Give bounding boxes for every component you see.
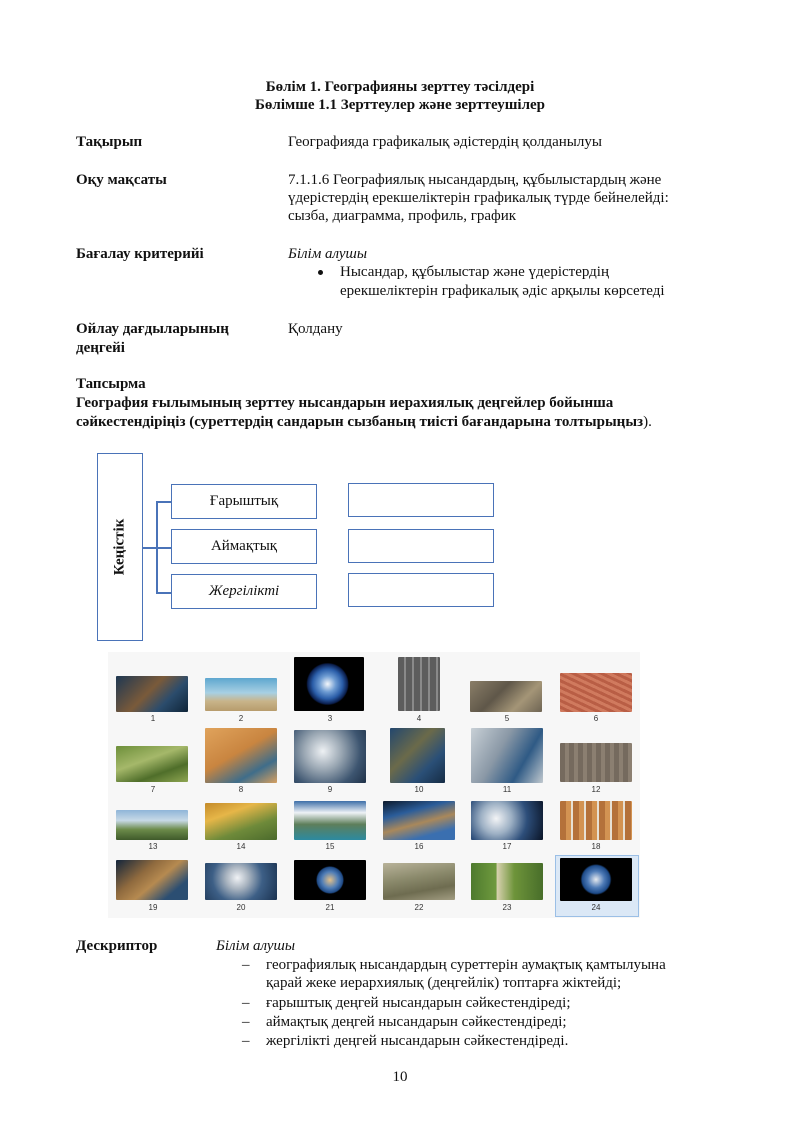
image-number: 4	[416, 714, 422, 723]
image-18[interactable]	[560, 801, 632, 840]
page-number: 10	[392, 1069, 408, 1085]
criteria-item-line-1: Нысандар, құбылыстар және үдерістердің	[340, 264, 610, 280]
connector-local	[156, 592, 171, 594]
image-12[interactable]	[560, 743, 632, 782]
image-number: 13	[148, 842, 158, 851]
answer-local-field[interactable]	[348, 573, 494, 607]
image-22[interactable]	[383, 863, 455, 900]
objective-label: Оқу мақсаты	[76, 172, 167, 188]
image-7[interactable]	[116, 746, 188, 782]
image-number: 24	[591, 903, 601, 912]
subsection-title: Бөлімше 1.1 Зерттеулер және зерттеушілер	[254, 97, 545, 113]
topic-value: Географияда графикалық әдістердің қолданылуы	[288, 134, 602, 150]
level-regional-box	[171, 529, 317, 564]
answer-regional-field[interactable]	[348, 529, 494, 563]
objective-line-3: сызба, диаграмма, профиль, график	[288, 208, 517, 224]
task-text-line-1: География ғылымының зерттеу нысандарын иерахиялық деңгейлер бойынша	[76, 395, 614, 411]
answer-cosmic-field[interactable]	[348, 483, 494, 517]
image-20[interactable]	[205, 863, 277, 900]
image-number: 23	[502, 903, 512, 912]
image-8[interactable]	[205, 728, 277, 783]
image-21[interactable]	[294, 860, 366, 900]
dash-icon: –	[242, 957, 250, 973]
image-3[interactable]	[294, 657, 364, 711]
image-number: 9	[327, 785, 333, 794]
connector-main	[143, 547, 157, 549]
task-text-line-2-bold: сәйкестендіріңіз (суреттердің сандарын сызбаның тиісті бағандарына толтырыңыз	[76, 414, 644, 430]
image-16[interactable]	[383, 801, 455, 840]
image-number: 20	[236, 903, 246, 912]
image-11[interactable]	[471, 728, 543, 783]
image-number: 18	[591, 842, 601, 851]
image-number: 10	[414, 785, 424, 794]
criteria-item-line-2: ерекшеліктерін графикалық әдіс арқылы көрсетеді	[340, 283, 665, 299]
level-local-box	[171, 574, 317, 609]
image-number: 3	[327, 714, 333, 723]
bullet-icon	[318, 270, 323, 275]
image-10[interactable]	[390, 728, 445, 783]
image-24[interactable]	[560, 858, 632, 901]
image-number: 21	[325, 903, 335, 912]
image-number: 17	[502, 842, 512, 851]
image-19[interactable]	[116, 860, 188, 900]
descriptor-item-2: ғарыштық деңгей нысандарын сәйкестендіреді;	[266, 995, 571, 1011]
image-number: 16	[414, 842, 424, 851]
image-number: 12	[591, 785, 601, 794]
image-number: 19	[148, 903, 158, 912]
descriptor-label: Дескриптор	[76, 938, 158, 954]
task-text-line-2	[76, 413, 652, 432]
image-number: 14	[236, 842, 246, 851]
image-2[interactable]	[205, 678, 277, 711]
image-4[interactable]	[398, 657, 440, 711]
image-number: 7	[150, 785, 156, 794]
criteria-label: Бағалау критерийі	[76, 246, 204, 262]
descriptor-item-4: жергілікті деңгей нысандарын сәйкестендіреді.	[266, 1033, 569, 1049]
image-14[interactable]	[205, 803, 277, 840]
connector-regional	[156, 547, 171, 549]
image-number: 6	[593, 714, 599, 723]
descriptor-learner: Білім алушы	[216, 938, 296, 954]
criteria-learner: Білім алушы	[288, 246, 368, 262]
image-5[interactable]	[470, 681, 542, 712]
image-number: 1	[150, 714, 156, 723]
image-number: 8	[238, 785, 244, 794]
level-cosmic-label: Ғарыштық	[209, 493, 279, 509]
space-label-box	[97, 453, 143, 641]
descriptor-item-3: аймақтық деңгей нысандарын сәйкестендіреді;	[266, 1014, 567, 1030]
thinking-value: Қолдану	[288, 321, 343, 337]
task-title: Тапсырма	[76, 376, 146, 392]
dash-icon: –	[242, 1014, 250, 1030]
image-17[interactable]	[471, 801, 543, 840]
image-number: 2	[238, 714, 244, 723]
objective-line-1: 7.1.1.6 Географиялық нысандардың, құбылыстардың және	[288, 172, 662, 188]
image-1[interactable]	[116, 676, 188, 712]
image-6[interactable]	[560, 673, 632, 712]
dash-icon: –	[242, 995, 250, 1011]
thinking-label-line-1: Ойлау дағдыларының	[76, 321, 229, 337]
image-15[interactable]	[294, 801, 366, 840]
image-number: 11	[502, 785, 512, 794]
task-text-line-2-end: ).	[643, 414, 652, 430]
image-number: 15	[325, 842, 335, 851]
topic-label: Тақырып	[76, 134, 143, 150]
descriptor-item-1-line-1: географиялық нысандардың суреттерін аумақтық қамтылуына	[266, 957, 666, 973]
section-title: Бөлім 1. Географияны зерттеу тәсілдері	[265, 79, 535, 95]
space-label: Кеңістік	[111, 518, 128, 576]
dash-icon: –	[242, 1033, 250, 1049]
image-9[interactable]	[294, 730, 366, 783]
image-number: 5	[504, 714, 510, 723]
connector-cosmic	[156, 501, 171, 503]
image-number: 22	[414, 903, 424, 912]
objective-line-2: үдерістердің ерекшеліктерін графикалық түрде бейнелейді:	[288, 190, 669, 206]
level-cosmic-box	[171, 484, 317, 519]
level-local-label: Жергілікті	[208, 583, 280, 599]
descriptor-item-1-line-2: қарай жеке иерархиялық (деңгейлік) топтарға жіктейді;	[266, 975, 622, 991]
level-regional-label: Аймақтық	[210, 538, 278, 554]
image-13[interactable]	[116, 810, 188, 840]
image-23[interactable]	[471, 863, 543, 900]
thinking-label-line-2: деңгейі	[76, 340, 125, 356]
